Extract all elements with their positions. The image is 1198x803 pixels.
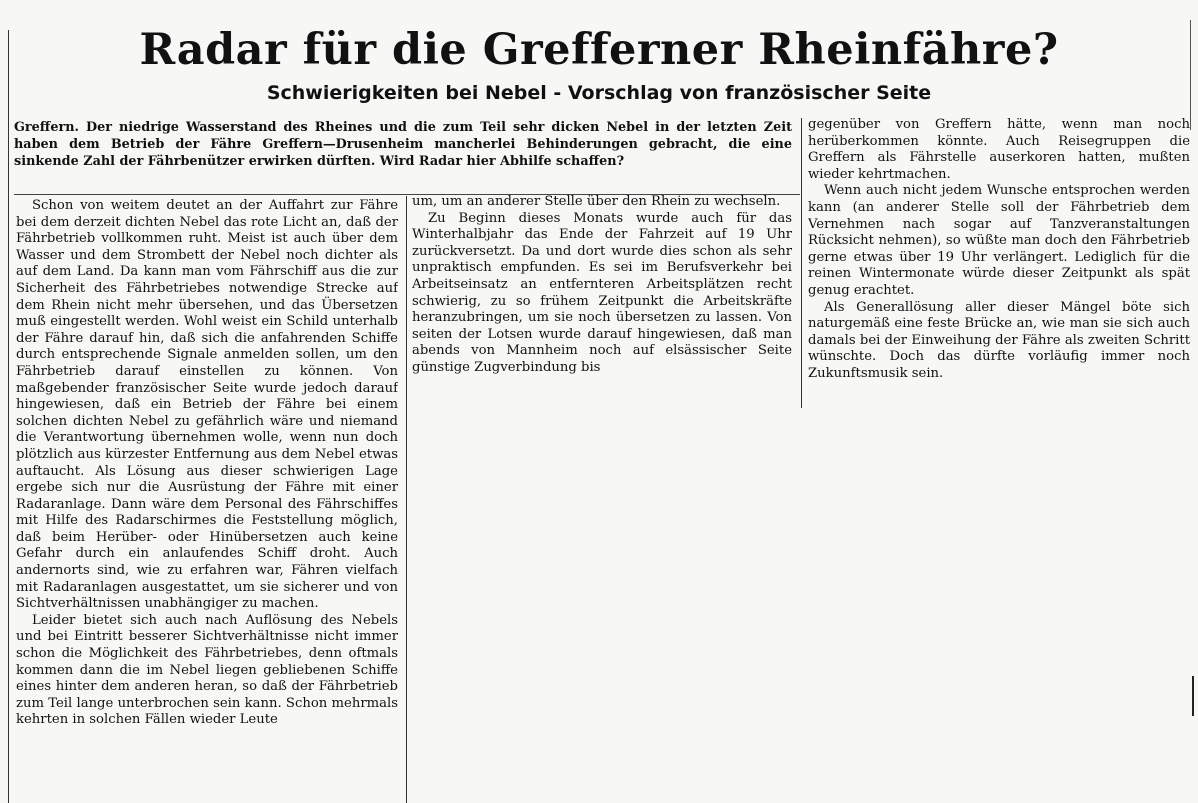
column-1 bbox=[16, 198, 398, 803]
lead-paragraph bbox=[14, 119, 792, 170]
column-2-paragraph-2: Zu Beginn dieses Monats wurde auch für das Winterhalbjahr das Ende der Fahrzeit auf 19 Uhr zurückversetzt. Da und dort wurde dies schon als sehr unpraktisch empfunden. Es sei im Berufsverkehr bei Arbeitseinsatz an entfernteren Arbeitsplätzen recht schwierig, zu so frühem Zeitpunkt die Arbeitskräfte heranzubringen, um sie noch übersetzen zu lassen. Von seiten der Lotsen wurde darauf hingewiesen, daß man abends von Mannheim noch auf elsässischer Seite günstige Zugverbindung bis bbox=[412, 210, 792, 375]
column-3 bbox=[808, 117, 1190, 412]
page-left-rule bbox=[8, 30, 9, 803]
column-3-paragraph-3: Als Generallösung aller dieser Mängel böte sich naturgemäß eine feste Brücke an, wie man sie sich auch damals bei der Einweihung der Fähre als zweiten Schritt wünschte. Doch das dürfte vorläufig immer noch Zukunftsmusik sein. bbox=[808, 299, 1190, 381]
column-3-paragraph-2: Wenn auch nicht jedem Wunsche entsprochen werden kann (an anderer Stelle soll der Fährbetrieb dem Vernehmen nach sogar auf Tanzveranstaltungen Rücksicht nehmen), so wüßte man doch den Fährbetrieb gerne etwas über 19 Uhr verlängert. Lediglich für die reinen Wintermonate würde dieser Zeitpunkt als spät genug erachtet. bbox=[808, 183, 1190, 298]
column-2 bbox=[412, 194, 792, 414]
column-divider-1 bbox=[406, 196, 407, 803]
headline: Radar für die Grefferner Rheinfähre? bbox=[139, 25, 1059, 75]
column-divider-2 bbox=[801, 118, 802, 408]
column-3-paragraph-1: gegenüber von Greffern hätte, wenn man noch herüberkommen könnte. Auch Reisegruppen die Greffern als Fährstelle auserkoren hatten, mußten wieder kehrtmachen. bbox=[808, 117, 1190, 182]
column-1-paragraph-1: Schon von weitem deutet an der Auffahrt zur Fähre bei dem derzeit dichten Nebel das rote Licht an, daß der Fährbetrieb vollkommen ruht. Meist ist auch über dem Wasser und dem Strombett der Nebel noch dichter als auf dem Land. Da kann man vom Fährschiff aus die zur Sicherheit des Fährbetriebes notwendige Strecke auf dem Rhein nicht mehr übersehen, und das Übersetzen muß eingestellt werden. Wohl weist ein Schild unterhalb der Fähre darauf hin, daß sich die anfahrenden Schiffe durch entsprechende Signale anmelden sollen, um den Fährbetrieb darauf einstellen zu können. Von maßgebender französischer Seite wurde jedoch darauf hingewiesen, daß ein Betrieb der Fähre bei einem solchen dichten Nebel zu gefährlich wäre und niemand die Verantwortung übernehmen wolle, wenn nun doch plötzlich aus kürzester Entfernung aus dem Nebel etwas auftaucht. Als Lösung aus dieser schwierigen Lage ergebe sich nur die Ausrüstung der Fähre mit einer Radaranlage. Dann wäre dem Personal des Fährschiffes mit Hilfe des Radarschirmes die Feststellung möglich, daß beim Herüber- oder Hinübersetzen auch keine Gefahr durch ein anlaufendes Schiff droht. Auch andernorts sind, wie zu erfahren war, Fähren vielfach mit Radaranlagen ausgestattet, um sie sicherer und von Sichtverhältnissen unabhängiger zu machen. bbox=[16, 198, 398, 612]
column-2-paragraph-1: um, um an anderer Stelle über den Rhein zu wechseln. bbox=[412, 194, 781, 209]
column-1-paragraph-2: Leider bietet sich auch nach Auflösung des Nebels und bei Eintritt besserer Sichtverhältnisse nicht immer schon die Möglichkeit des Fährbetriebes, denn oftmals kommen dann die im Nebel liegen gebliebenen Schiffe eines hinter dem anderen heran, so daß der Fährbetrieb zum Teil lange unterbrochen sein kann. Schon mehrmals kehrten in solchen Fällen wieder Leute bbox=[16, 612, 398, 728]
subheadline: Schwierigkeiten bei Nebel - Vorschlag von französischer Seite bbox=[266, 82, 932, 104]
lead-text: Greffern. Der niedrige Wasserstand des Rheines und die zum Teil sehr dicken Nebel in der letzten Zeit haben dem Betrieb der Fähre Greffern—Drusenheim mancherlei Behinderungen gebracht, die eine sinkende Zahl der Fährbenützer erwirken dürften. Wird Radar hier Abhilfe schaffen? bbox=[14, 120, 792, 169]
page-edge-mark bbox=[1192, 676, 1194, 716]
